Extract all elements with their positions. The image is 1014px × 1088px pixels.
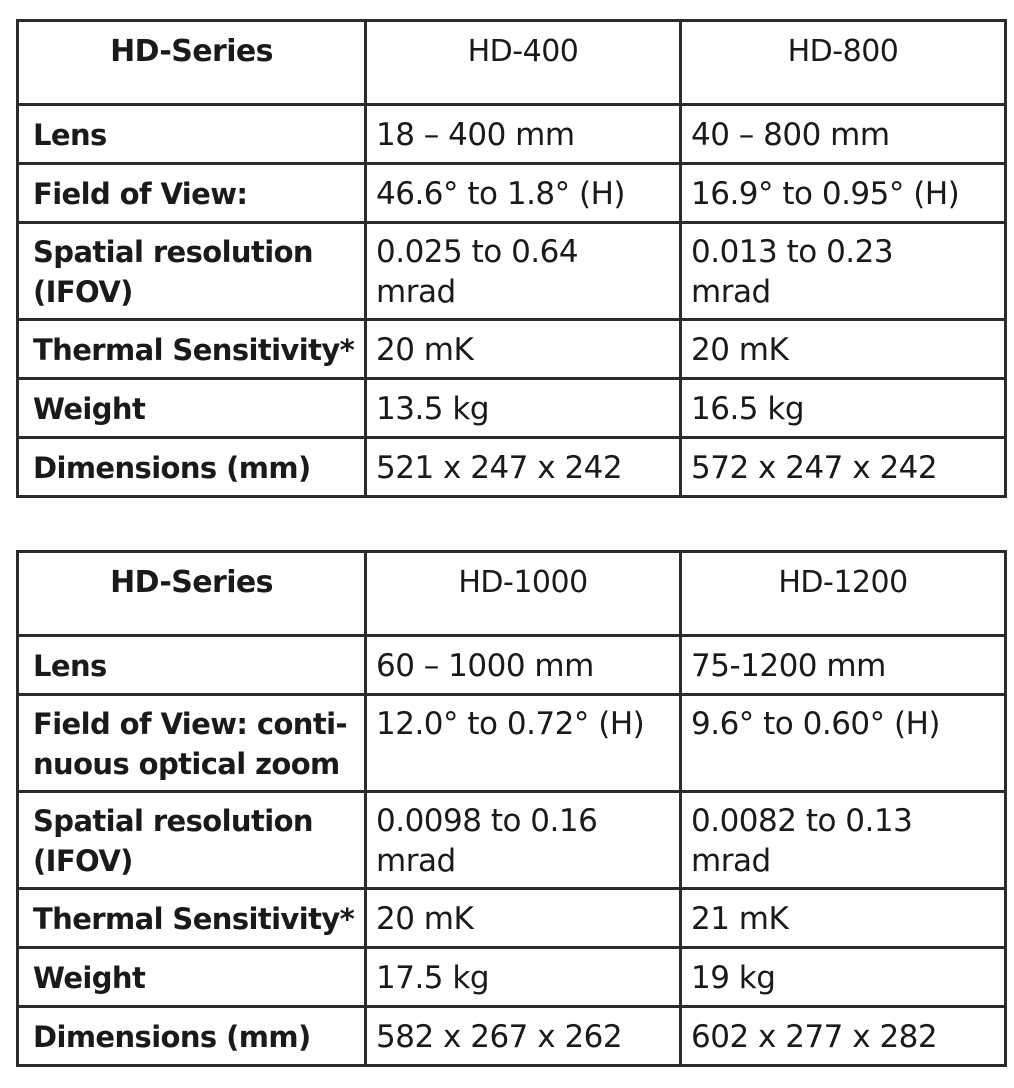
cell-value [366,792,681,889]
row-label [18,792,366,889]
value-line: 0.025 to 0.64 [376,234,579,270]
table-row-weight [18,948,1006,1007]
row-label: Dimensions (mm) [18,1007,366,1066]
model-header-hd-1000: HD-1000 [366,552,681,636]
cell-value: 13.5 kg [366,379,681,438]
cell-value [681,223,1006,320]
value-line: mrad [691,274,771,310]
label-line: (IFOV) [33,844,133,878]
cell-value: 602 x 277 x 282 [681,1007,1006,1066]
cell-value: 582 x 267 x 262 [366,1007,681,1066]
label-line: Spatial resolution [33,235,313,269]
table-row-lens [18,105,1006,164]
cell-value: 60 – 1000 mm [366,636,681,695]
label-line: nuous optical zoom [33,747,340,781]
table-header-row [18,21,1006,105]
spec-table-hd-1000-1200 [16,550,1007,1067]
row-label: Weight [18,948,366,1007]
label-line: Spatial resolution [33,804,313,838]
value-line: 0.0098 to 0.16 [376,803,598,839]
value-line: mrad [376,274,456,310]
value-line: 0.013 to 0.23 [691,234,894,270]
row-label: Thermal Sensitivity* [18,320,366,379]
label-line: (IFOV) [33,275,133,309]
row-label: Weight [18,379,366,438]
table-header-row [18,552,1006,636]
cell-value [366,223,681,320]
table-row-spatial-resolution [18,792,1006,889]
spec-table-hd-400-800 [16,19,1007,498]
cell-value: 16.5 kg [681,379,1006,438]
cell-value: 75-1200 mm [681,636,1006,695]
cell-value: 19 kg [681,948,1006,1007]
cell-value: 17.5 kg [366,948,681,1007]
series-header: HD-Series [18,552,366,636]
row-label: Thermal Sensitivity* [18,889,366,948]
model-header-hd-400: HD-400 [366,21,681,105]
model-header-hd-1200: HD-1200 [681,552,1006,636]
table-row-thermal-sensitivity [18,889,1006,948]
cell-value: 20 mK [366,889,681,948]
table-row-dimensions [18,438,1006,497]
cell-value: 521 x 247 x 242 [366,438,681,497]
row-label: Lens [18,636,366,695]
cell-value [681,792,1006,889]
table-row-spatial-resolution [18,223,1006,320]
table-row-field-of-view [18,164,1006,223]
cell-value: 46.6° to 1.8° (H) [366,164,681,223]
cell-value: 572 x 247 x 242 [681,438,1006,497]
row-label: Dimensions (mm) [18,438,366,497]
row-label: Lens [18,105,366,164]
row-label [18,695,366,792]
cell-value: 40 – 800 mm [681,105,1006,164]
value-line: mrad [376,843,456,879]
series-header: HD-Series [18,21,366,105]
cell-value: 9.6° to 0.60° (H) [681,695,1006,792]
cell-value: 21 mK [681,889,1006,948]
table-row-thermal-sensitivity [18,320,1006,379]
label-line: Field of View: conti- [33,707,347,741]
cell-value: 16.9° to 0.95° (H) [681,164,1006,223]
model-header-hd-800: HD-800 [681,21,1006,105]
cell-value: 20 mK [366,320,681,379]
table-row-dimensions [18,1007,1006,1066]
row-label [18,223,366,320]
cell-value: 18 – 400 mm [366,105,681,164]
value-line: mrad [691,843,771,879]
table-row-weight [18,379,1006,438]
cell-value: 12.0° to 0.72° (H) [366,695,681,792]
cell-value: 20 mK [681,320,1006,379]
value-line: 0.0082 to 0.13 [691,803,913,839]
table-row-field-of-view [18,695,1006,792]
table-row-lens [18,636,1006,695]
row-label: Field of View: [18,164,366,223]
